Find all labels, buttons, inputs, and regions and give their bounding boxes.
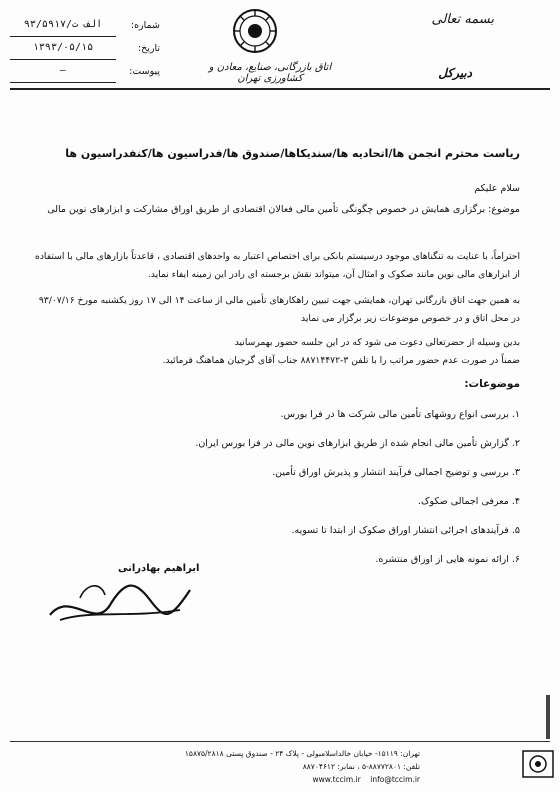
signature-icon [40,560,200,640]
letter-meta [10,14,160,83]
number-row [10,14,160,37]
signatory-name: ابراهیم بهادرانی [118,563,200,574]
date-row [10,37,160,60]
salutation: سلام علیکم [474,183,520,194]
subject-line: موضوع: برگزاری همایش در خصوص چگونگی تأمین مالی فعالان اقتصادی از طریق اوراق مشارکت و ابزارهای نوین مالی [47,204,520,215]
footer-phone: تلفن: ۸۸۷۷۲۸۰۱-۵ ، نمابر: ۸۸۷۰۴۶۱۲ [302,762,420,771]
list-item: ۵. فرآیندهای اجرائی انتشار اوراق صکوک از ابتدا تا تسویه. [291,525,520,536]
footer [120,747,420,786]
certification-mark-icon [522,750,554,778]
footer-email[interactable]: info@tccim.ir [370,775,420,784]
list-item: ۲. گزارش تأمین مالی انجام شده از طریق ابزارهای نوین مالی در فرا بورس ایران. [195,438,520,449]
number-value: ۹۳/۵۹۱۷/الف ت [10,14,116,37]
sender-title: دبیرکل [438,66,472,80]
header-divider [10,88,550,90]
paragraph-contact: ضمناً در صورت عدم حضور مراتب را با تلفن ۳-۸۸۷۱۴۴۷۲ جناب آقای گرجیان هماهنگ فرمائید. [162,355,520,366]
chamber-logo-icon [232,8,278,54]
date-value: ۱۳۹۳/۰۵/۱۵ [10,37,116,60]
paragraph-event: به همین جهت اتاق بازرگانی تهران، همایشی جهت تبیین راهکارهای تأمین مالی از ساعت ۱۴ الی ۱۷ روز یکشنبه مورخ ۹۳/۰۷/۱۶ در محل اتاق و در خصوص موضوعات زیر برگزار می نماید [38,295,520,324]
footer-contact [120,773,420,786]
date-label: تاریخ: [137,42,160,54]
list-item: ۱. بررسی انواع روشهای تأمین مالی شرکت ها در فرا بورس. [280,409,520,420]
list-item: ۴. معرفی اجمالی صکوک. [417,496,520,507]
recipient: ریاست محترم انجمن ها/اتحادیه ها/سندیکاها/صندوق ها/فدراسیون ها/کنفدراسیون ها [65,147,520,160]
organization-name: اتاق بازرگانی، صنایع، معادن و کشاورزی تهران [208,62,332,84]
number-label: شماره: [130,19,160,31]
attachment-value: — [10,60,116,83]
paragraph-intro: احتراماً، با عنایت به تنگناهای موجود درسیستم بانکی برای اختصاص اعتبار به واحدهای اقتصادی ، قاعدتاً بازارهای مالی با استفاده از ابزارهای مالی نوین مانند صکوک و امثال آن، میتواند نقش برجسته ای رادر این زمینه ایفاء نماید. [35,251,520,280]
footer-address: تهران: ۱۵۱۱۹- خیابان خالداسلامبولی - پلاک ۲۴ - صندوق پستی ۱۵۸۷۵/۲۸۱۸ [184,749,420,758]
side-mark [546,695,550,739]
list-item: ۳. بررسی و توضیح اجمالی فرآیند انتشار و پذیرش اوراق تأمین. [272,467,520,478]
footer-web[interactable]: www.tccim.ir [312,775,361,784]
attachment-label: پیوست: [129,65,160,77]
list-item: ۶. ارائه نمونه هایی از اوراق منتشره. [375,554,520,565]
paragraph-invitation: بدین وسیله از حضرتعالی دعوت می شود که در این جلسه حضور بهمرسانید [234,337,520,348]
footer-divider [10,741,550,742]
basmala: بسمه تعالی [431,12,494,27]
attachment-row [10,60,160,83]
topics-heading: موضوعات: [464,378,520,390]
topics-list [30,402,520,576]
